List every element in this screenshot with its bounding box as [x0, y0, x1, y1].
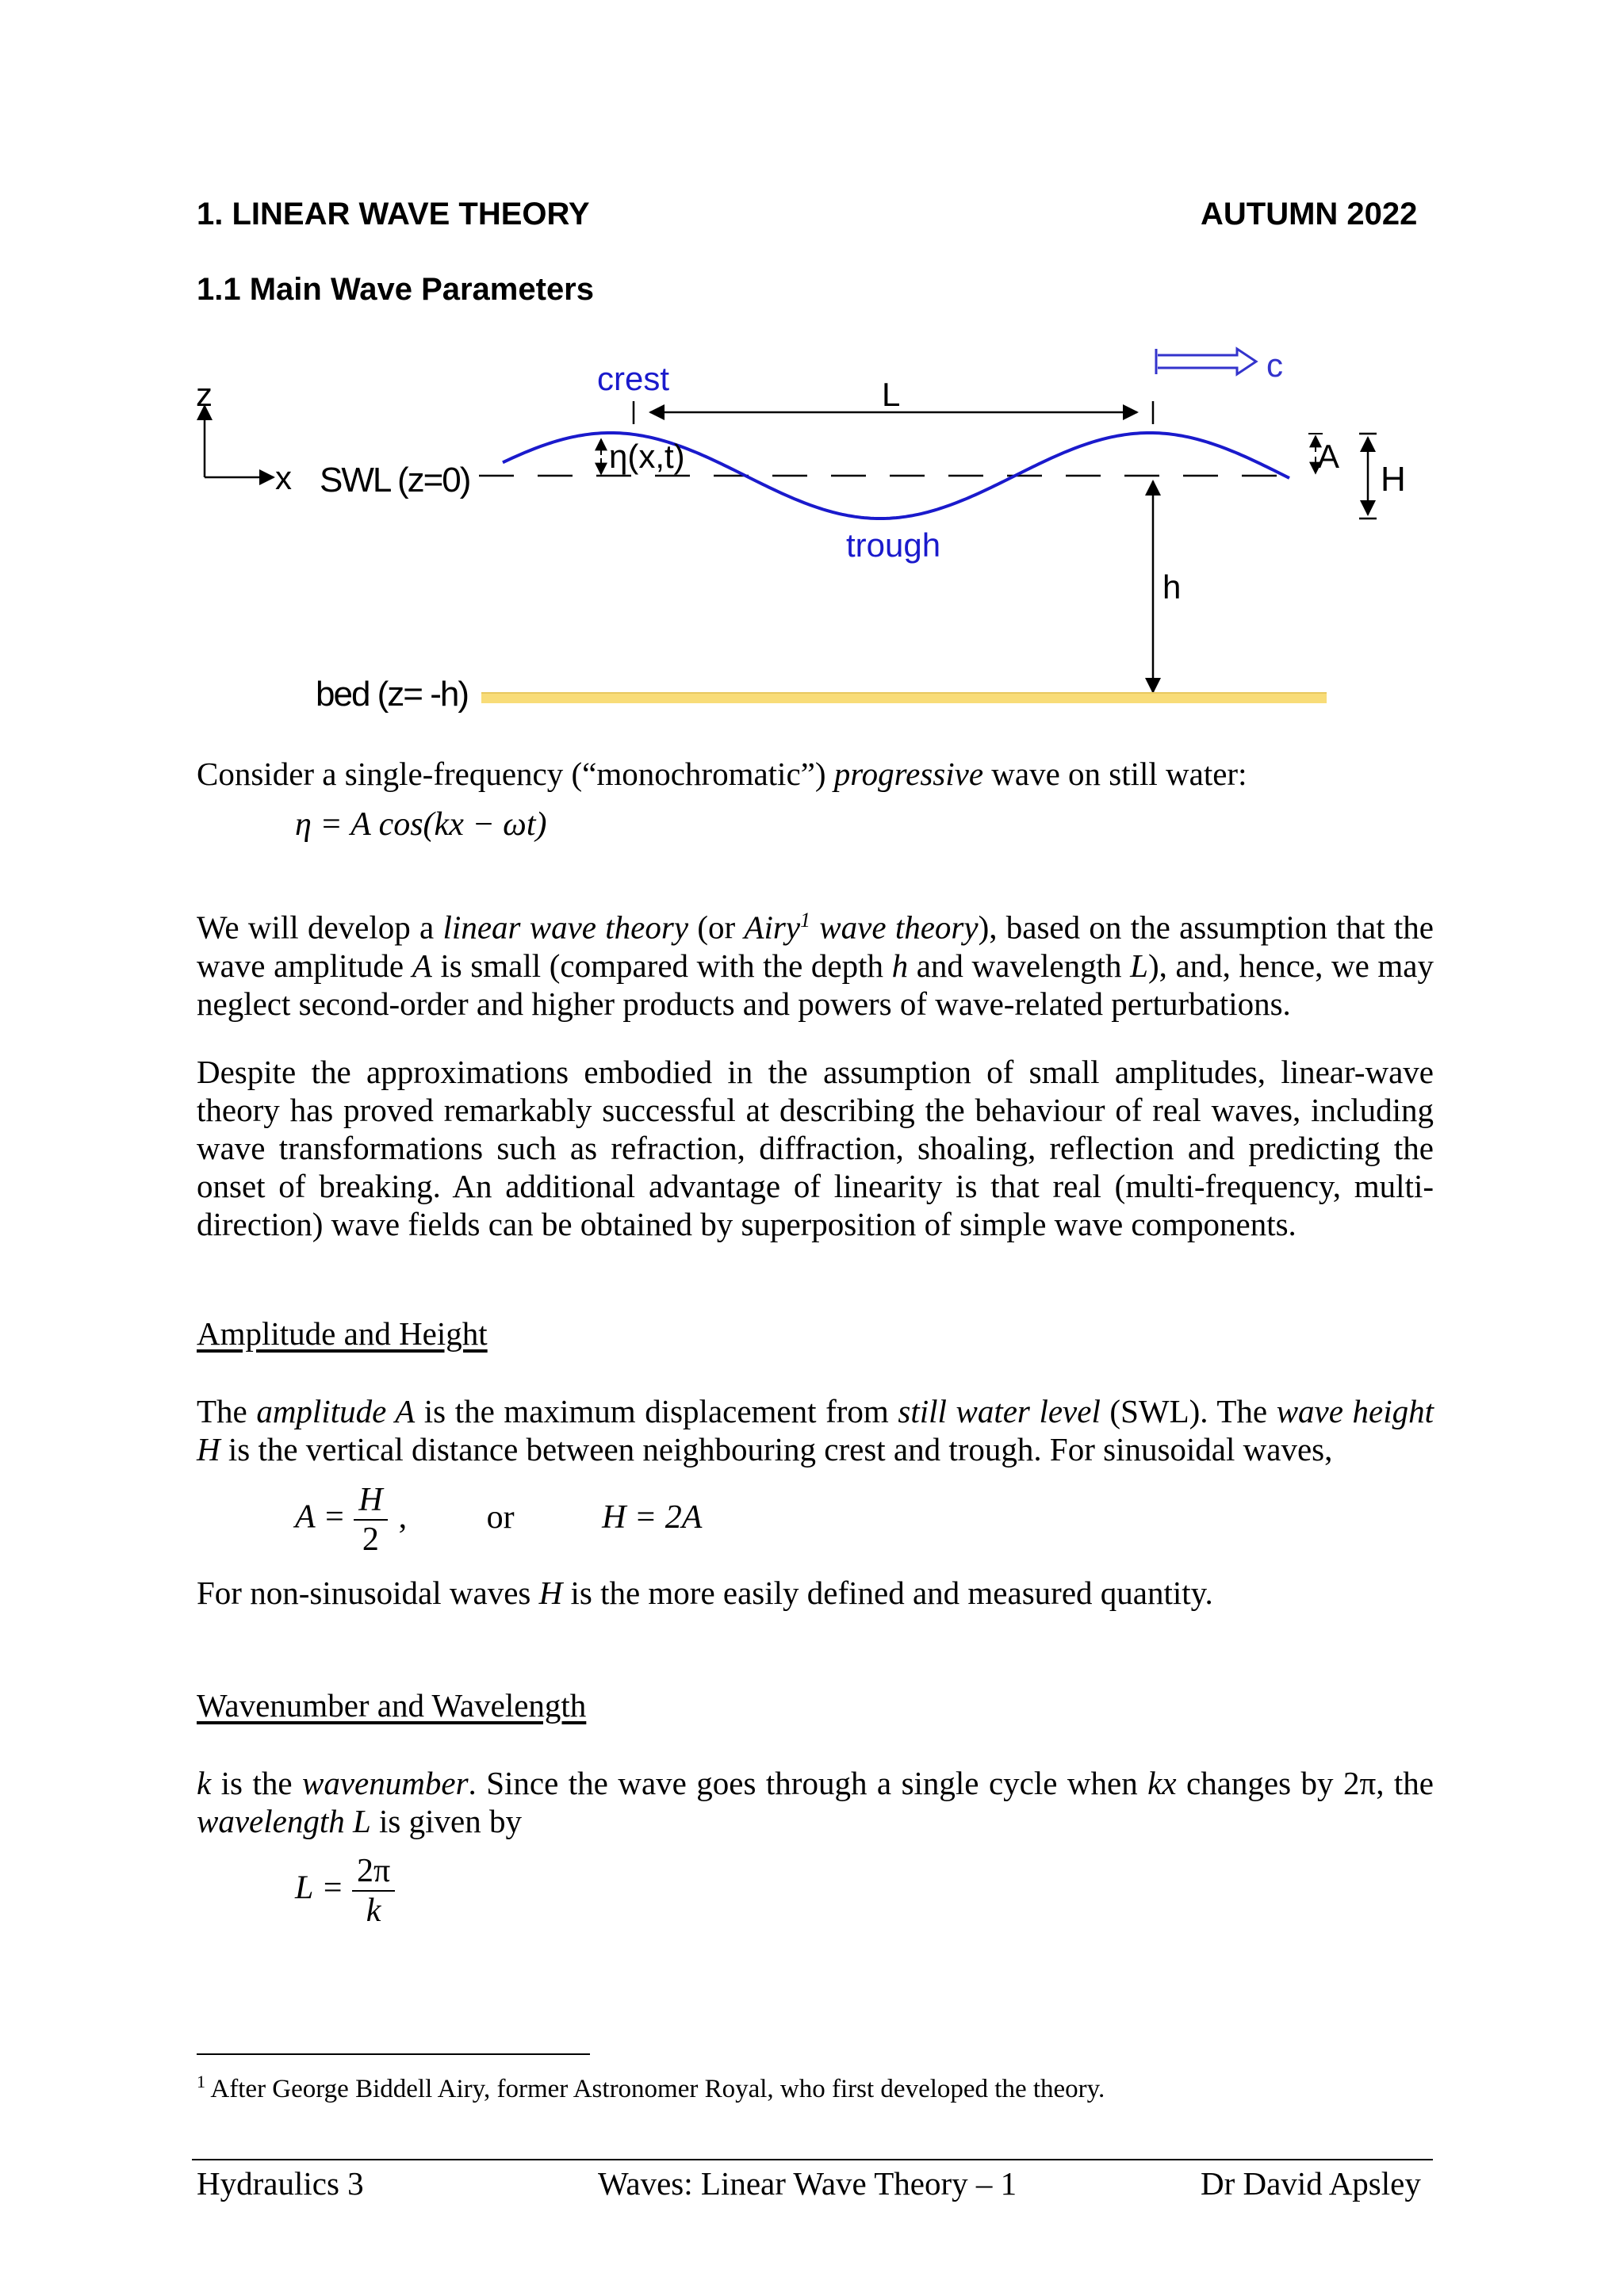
footnote-ref: 1: [800, 909, 811, 932]
swl-label: SWL (z=0): [320, 461, 470, 499]
paragraph-approximations: Despite the approximations embodied in the assumption of small amplitudes, linear-wave theory has proved remarkably successful at describing the behaviour of real waves, including wave transformations such as refraction, diffraction, shoaling, reflection and predicting the onset of breaking. An additional advantage of linearity is that real (multi-frequency, multi-direction) wave fields can be obtained by superposition of simple wave components.: [197, 1054, 1434, 1242]
footnote-rule: [197, 2053, 590, 2055]
x-axis-label: x: [275, 459, 292, 496]
celerity-label: c: [1266, 346, 1283, 384]
wavelength-label: L: [882, 376, 901, 413]
trough-label: trough: [846, 526, 941, 564]
paragraph-wavenumber: k is the wavenumber. Since the wave goes through a single cycle when kx changes by 2π, the wavelength L is given by: [197, 1765, 1434, 1839]
term-label: AUTUMN 2022: [1201, 197, 1418, 232]
eta-label: η(x,t): [609, 438, 685, 475]
amplitude-label: A: [1317, 438, 1340, 475]
wave-parameters-figure: [0, 333, 1624, 745]
amplitude-equation: A = $\frac{H}{2}$ , or H = 2A: [295, 1482, 703, 1558]
paragraph-amplitude: The amplitude A is the maximum displacement from still water level (SWL). The wave height H is the vertical distance between neighbouring crest and trough. For sinusoidal waves,: [197, 1393, 1434, 1468]
footer-left: Hydraulics 3: [197, 2165, 364, 2202]
bed-label: bed (z= -h): [316, 675, 468, 714]
heading-wavenumber-wavelength: Wavenumber and Wavelength: [197, 1687, 587, 1724]
wavelength-equation: L = $\frac{2\pi}{k}$: [295, 1852, 395, 1930]
depth-label: h: [1162, 568, 1182, 606]
paragraph-non-sinusoidal: For non-sinusoidal waves H is the more easily defined and measured quantity.: [197, 1575, 1213, 1611]
footer-rule: [192, 2159, 1433, 2160]
z-axis-label: z: [196, 376, 213, 413]
document-title: 1. LINEAR WAVE THEORY: [197, 197, 590, 232]
height-label: H: [1381, 460, 1406, 499]
wave-equation: η = A cos(kx − ωt): [295, 806, 547, 843]
footnote: $^1$ After George Biddell Airy, former Astronomer Royal, who first developed the theory.: [197, 2072, 1105, 2103]
heading-amplitude-height: Amplitude and Height: [197, 1315, 488, 1352]
sea-bed: [481, 692, 1327, 703]
footer-right: Dr David Apsley: [1201, 2165, 1421, 2202]
footer-center: Waves: Linear Wave Theory – 1: [598, 2165, 1017, 2202]
paragraph-linear-theory: We will develop a linear wave theory (or Airy$^1$ wave theory), based on the assumption that the wave amplitude A is small (compared with the depth h and wavelength L), and, hence, we may neglect second-order and higher products and powers of wave-related perturbations.: [197, 909, 1434, 1022]
crest-label: crest: [597, 360, 670, 397]
section-heading: 1.1 Main Wave Parameters: [197, 272, 594, 307]
celerity-arrow: [1158, 349, 1256, 374]
intro-sentence: Consider a single-frequency (“monochromatic”) progressive wave on still water:: [197, 756, 1247, 792]
